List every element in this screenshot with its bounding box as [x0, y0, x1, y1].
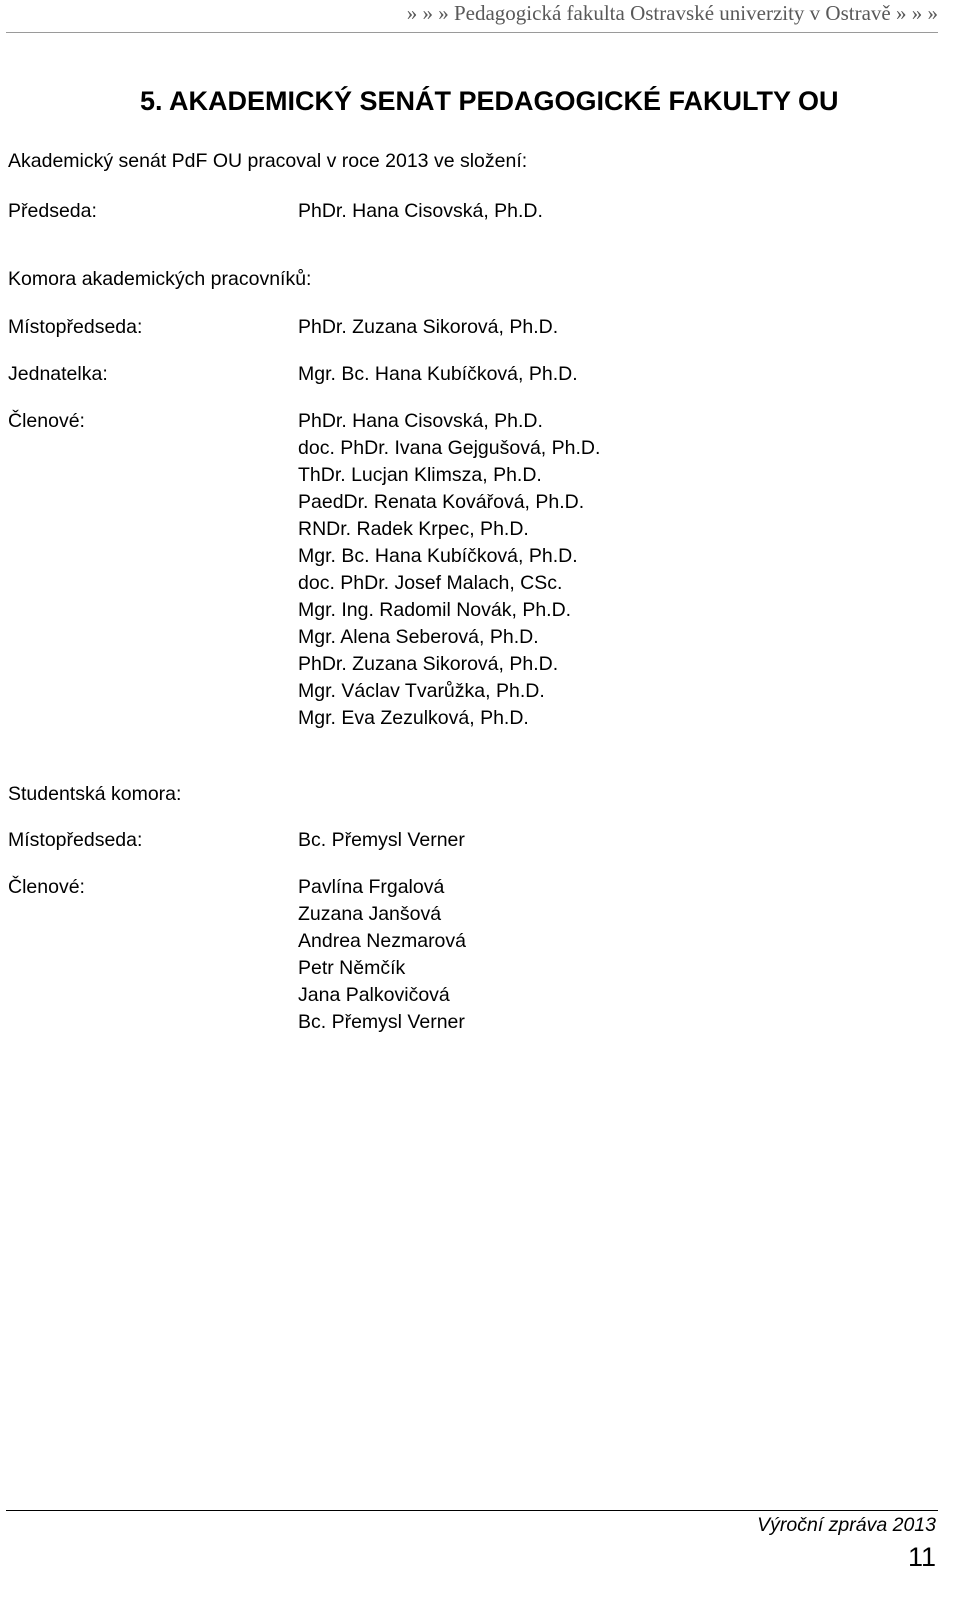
- student-vice-value: Bc. Přemysl Verner: [298, 829, 465, 851]
- academic-members-label: Členové:: [8, 410, 85, 432]
- list-item: Petr Němčík: [298, 957, 406, 979]
- list-item: Zuzana Janšová: [298, 903, 442, 925]
- list-item: Mgr. Bc. Hana Kubíčková, Ph.D.: [298, 545, 578, 567]
- student-chamber-heading: Studentská komora:: [8, 783, 182, 805]
- academic-secretary-value: Mgr. Bc. Hana Kubíčková, Ph.D.: [298, 363, 578, 385]
- list-item: Pavlína Frgalová: [298, 876, 445, 898]
- list-item: Mgr. Václav Tvarůžka, Ph.D.: [298, 680, 545, 702]
- academic-vice-value: PhDr. Zuzana Sikorová, Ph.D.: [298, 316, 559, 338]
- list-item: Bc. Přemysl Verner: [298, 1011, 465, 1033]
- list-item: Andrea Nezmarová: [298, 930, 466, 952]
- list-item: Mgr. Eva Zezulková, Ph.D.: [298, 707, 529, 729]
- chair-label: Předseda:: [8, 200, 97, 222]
- list-item: doc. PhDr. Ivana Gejgušová, Ph.D.: [298, 437, 601, 459]
- academic-secretary-label: Jednatelka:: [8, 363, 108, 385]
- list-item: Mgr. Alena Seberová, Ph.D.: [298, 626, 539, 648]
- academic-chamber-heading: Komora akademických pracovníků:: [8, 268, 312, 290]
- running-header: » » » Pedagogická fakulta Ostravské univerzity v Ostravě » » »: [406, 1, 938, 25]
- list-item: RNDr. Radek Krpec, Ph.D.: [298, 518, 529, 540]
- footer-rule: [6, 1510, 938, 1511]
- footer-title: Výroční zpráva 2013: [757, 1514, 936, 1536]
- chair-value: PhDr. Hana Cisovská, Ph.D.: [298, 200, 543, 222]
- page-number: 11: [907, 1542, 936, 1572]
- student-members-label: Členové:: [8, 876, 85, 898]
- list-item: ThDr. Lucjan Klimsza, Ph.D.: [298, 464, 542, 486]
- header-rule: [6, 32, 938, 33]
- list-item: PhDr. Zuzana Sikorová, Ph.D.: [298, 653, 559, 675]
- academic-members-list: [298, 408, 600, 732]
- list-item: Mgr. Ing. Radomil Novák, Ph.D.: [298, 599, 572, 621]
- list-item: PaedDr. Renata Kovářová, Ph.D.: [298, 491, 585, 513]
- list-item: PhDr. Hana Cisovská, Ph.D.: [298, 410, 543, 432]
- academic-vice-label: Místopředseda:: [8, 316, 143, 338]
- section-title: 5. AKADEMICKÝ SENÁT PEDAGOGICKÉ FAKULTY OU: [140, 86, 839, 116]
- intro-text: Akademický senát PdF OU pracoval v roce 2013 ve složení:: [8, 150, 528, 172]
- list-item: doc. PhDr. Josef Malach, CSc.: [298, 572, 563, 594]
- list-item: Jana Palkovičová: [298, 984, 450, 1006]
- student-vice-label: Místopředseda:: [8, 829, 143, 851]
- student-members-list: [298, 874, 466, 1036]
